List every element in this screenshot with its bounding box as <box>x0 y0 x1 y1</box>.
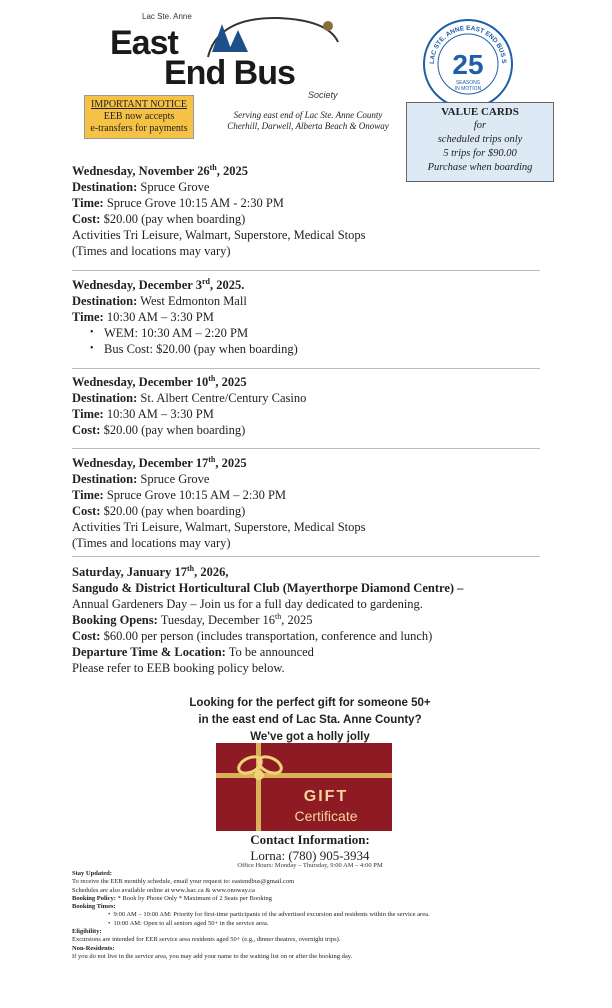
seal-sub1: SEASONS <box>455 80 481 86</box>
value-title: VALUE CARDS <box>441 106 519 118</box>
event-policy: Please refer to EEB booking policy below. <box>72 661 285 675</box>
stay-label: Stay Updated: <box>72 870 112 877</box>
event-time: Time: 10:30 AM – 3:30 PM <box>72 310 214 324</box>
nonres-text: If you do not live in the service area, you may add your name to the waiting list on or after the booking day. <box>72 952 353 960</box>
value-line3: 5 trips for $90.00 <box>443 148 517 159</box>
event-dec-17 <box>72 455 366 551</box>
event-departure: Departure Time & Location: To be announced <box>72 645 314 659</box>
event-activities: Activities Tri Leisure, Walmart, Superstore, Medical Stops <box>72 228 366 242</box>
gift-promo-text <box>120 695 500 746</box>
notice-title: IMPORTANT NOTICE <box>91 99 187 110</box>
certificate-word: Certificate <box>294 808 358 824</box>
event-time: Time: Spruce Grove 10:15 AM – 2:30 PM <box>72 488 287 502</box>
serving-line2: Cherhill, Darwell, Alberta Beach & Onoway <box>227 121 389 131</box>
eligibility-label: Eligibility: <box>72 928 102 936</box>
stay-line1: To receive the EEB monthly schedule, email your request to: eastendbus@gmail.com <box>72 878 295 886</box>
pine-trees-icon <box>208 22 258 56</box>
bullet-item: • WEM: 10:30 AM – 2:20 PM <box>90 325 298 341</box>
event-description: Annual Gardeners Day – Join us for a full day dedicated to gardening. <box>72 597 423 611</box>
gift-word: GIFT <box>303 788 349 805</box>
gift-line1: Looking for the perfect gift for someone 50+ <box>189 697 431 709</box>
event-activities: Activities Tri Leisure, Walmart, Superstore, Medical Stops <box>72 520 366 534</box>
contact-phone: Lorna: (780) 905-3934 <box>250 848 370 863</box>
gift-line2: in the east end of Lac Sta. Anne County? <box>198 714 422 726</box>
event-dec-3 <box>72 277 298 357</box>
booking-policy: Booking Policy: * Book by Phone Only * Maximum of 2 Seats per Booking <box>72 894 272 902</box>
gift-line3: We've got a holly jolly <box>250 731 370 743</box>
seal-arc-text: LAC STE. ANNE EAST END BUS S <box>428 24 508 65</box>
logo-line2: End Bus <box>164 54 295 92</box>
booking-times-label: Booking Times: <box>72 903 116 911</box>
event-date: Saturday, January 17th, 2026, <box>72 563 229 579</box>
nonres-label: Non-Residents: <box>72 944 115 952</box>
event-destination: Destination: Spruce Grove <box>72 180 210 194</box>
divider <box>72 448 540 449</box>
event-note: (Times and locations may vary) <box>72 536 231 550</box>
event-time: Time: Spruce Grove 10:15 AM - 2:30 PM <box>72 196 284 210</box>
value-cards-box <box>406 102 554 182</box>
east-end-bus-logo <box>108 10 348 98</box>
seal-number: 25 <box>452 49 484 80</box>
serving-area-text <box>208 110 408 132</box>
office-hours: Office Hours: Monday – Thursday, 9:00 AM – 4:00 PM <box>237 862 383 869</box>
event-destination: Destination: St. Albert Centre/Century Casino <box>72 391 307 405</box>
stay-line2: Schedules are also available online at www.lsac.ca & www.onoway.ca <box>72 886 255 894</box>
important-notice-box <box>84 95 194 139</box>
event-note: (Times and locations may vary) <box>72 244 231 258</box>
event-date: Wednesday, December 17th, 2025 <box>72 454 247 470</box>
logo-society: Society <box>308 90 338 100</box>
fine-print <box>72 870 552 961</box>
value-line4: Purchase when boarding <box>427 162 533 173</box>
value-line1: for <box>473 120 487 131</box>
divider <box>72 368 540 369</box>
event-date: Wednesday, December 3rd, 2025. <box>72 276 245 292</box>
notice-line2: e-transfers for payments <box>90 123 188 134</box>
anniversary-seal-icon <box>420 16 516 112</box>
contact-title: Contact Information: <box>250 832 370 847</box>
event-date: Wednesday, December 10th, 2025 <box>72 373 247 389</box>
event-time: Time: 10:30 AM – 3:30 PM <box>72 407 214 421</box>
contact-info <box>200 832 420 864</box>
event-cost: Cost: $20.00 (pay when boarding) <box>72 423 246 437</box>
event-destination: Destination: Spruce Grove <box>72 472 210 486</box>
notice-line1: EEB now accepts <box>103 111 175 122</box>
serving-line1: Serving east end of Lac Ste. Anne County <box>233 110 383 120</box>
eligibility-text: Excursions are intended for EEB service area residents aged 50+ (e.g., dinner theatres, overnight trips). <box>72 936 341 944</box>
event-jan-17 <box>72 564 542 676</box>
logo-small-text: Lac Ste. Anne <box>142 12 192 21</box>
event-title: Sangudo & District Horticultural Club (Mayerthorpe Diamond Centre) – <box>72 581 464 595</box>
divider <box>72 556 540 557</box>
event-cost: Cost: $60.00 per person (includes transportation, conference and lunch) <box>72 629 433 643</box>
booking-time-1: • 9:00 AM – 10:00 AM: Priority for first-time participants of the advertised excursion and residents within the service area. <box>108 911 430 919</box>
event-nov-26 <box>72 163 366 259</box>
event-bullets <box>72 325 298 357</box>
event-booking: Booking Opens: Tuesday, December 16th, 2025 <box>72 611 313 627</box>
event-cost: Cost: $20.00 (pay when boarding) <box>72 504 246 518</box>
bullet-item: • Bus Cost: $20.00 (pay when boarding) <box>90 341 298 357</box>
logo-line1: East <box>110 24 178 62</box>
value-line2: scheduled trips only <box>437 134 523 145</box>
event-date: Wednesday, November 26th, 2025 <box>72 162 248 178</box>
gift-certificate-card <box>216 743 392 831</box>
booking-time-2: • 10:00 AM: Open to all seniors aged 50+ in the service area. <box>108 919 269 927</box>
anniversary-seal <box>420 16 516 112</box>
event-dec-10 <box>72 374 306 438</box>
event-cost: Cost: $20.00 (pay when boarding) <box>72 212 246 226</box>
divider <box>72 270 540 271</box>
seal-sub2: IN MOTION <box>454 86 482 92</box>
event-destination: Destination: West Edmonton Mall <box>72 294 247 308</box>
gift-ribbon-icon <box>216 743 392 831</box>
